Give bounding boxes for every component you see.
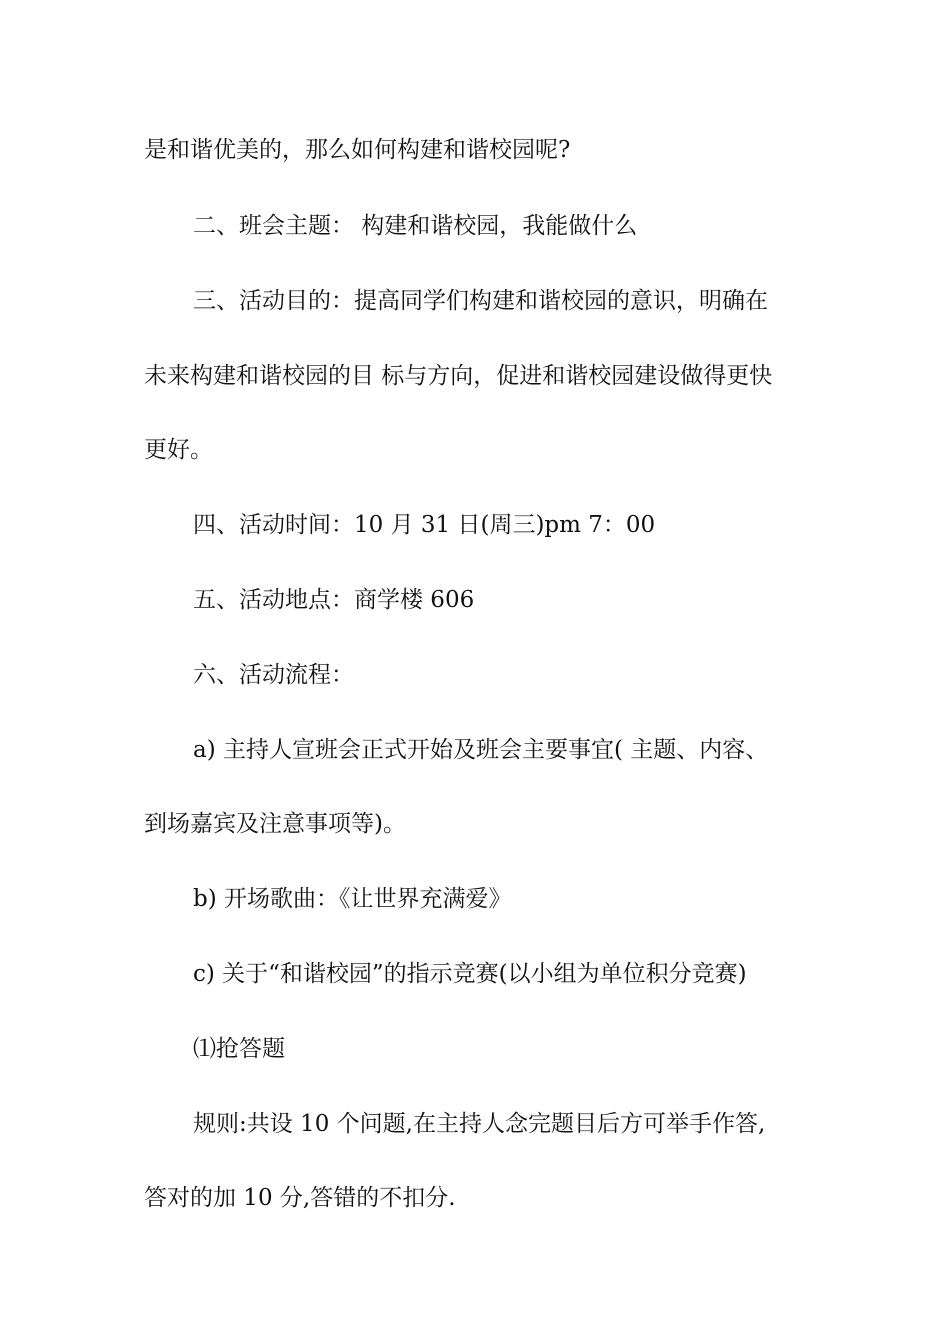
quiz-heading: ⑴抢答题 <box>193 1036 285 1062</box>
section-purpose-line-2: 未来构建和谐校园的目 标与方向，促进和谐校园建设做得更快 <box>144 363 773 389</box>
section-process: 六、活动流程： <box>193 662 354 688</box>
process-item-b: b) 开场歌曲：《让世界充满爱》 <box>193 886 512 912</box>
quiz-rules: 规则:共设 10 个问题,在主持人念完题目后方可举手作答, <box>193 1111 766 1137</box>
section-location: 五、活动地点：商学楼 606 <box>193 587 475 613</box>
text-line-continuation: 是和谐优美的，那么如何构建和谐校园呢? <box>144 137 571 163</box>
process-item-a: a) 主持人宣班会正式开始及班会主要事宜( 主题、内容、 <box>193 737 769 763</box>
process-item-a-line-2: 到场嘉宾及注意事项等)。 <box>144 811 406 837</box>
section-theme: 二、班会主题： 构建和谐校园，我能做什么 <box>193 213 638 239</box>
section-purpose-line-3: 更好。 <box>144 437 213 463</box>
process-item-c: c) 关于“和谐校园”的指示竞赛(以小组为单位积分竞赛) <box>193 961 747 987</box>
section-purpose: 三、活动目的：提高同学们构建和谐校园的意识，明确在 <box>193 288 768 314</box>
quiz-rules-line-2: 答对的加 10 分,答错的不扣分. <box>144 1185 456 1211</box>
section-time: 四、活动时间：10 月 31 日(周三)pm 7：00 <box>193 512 656 538</box>
